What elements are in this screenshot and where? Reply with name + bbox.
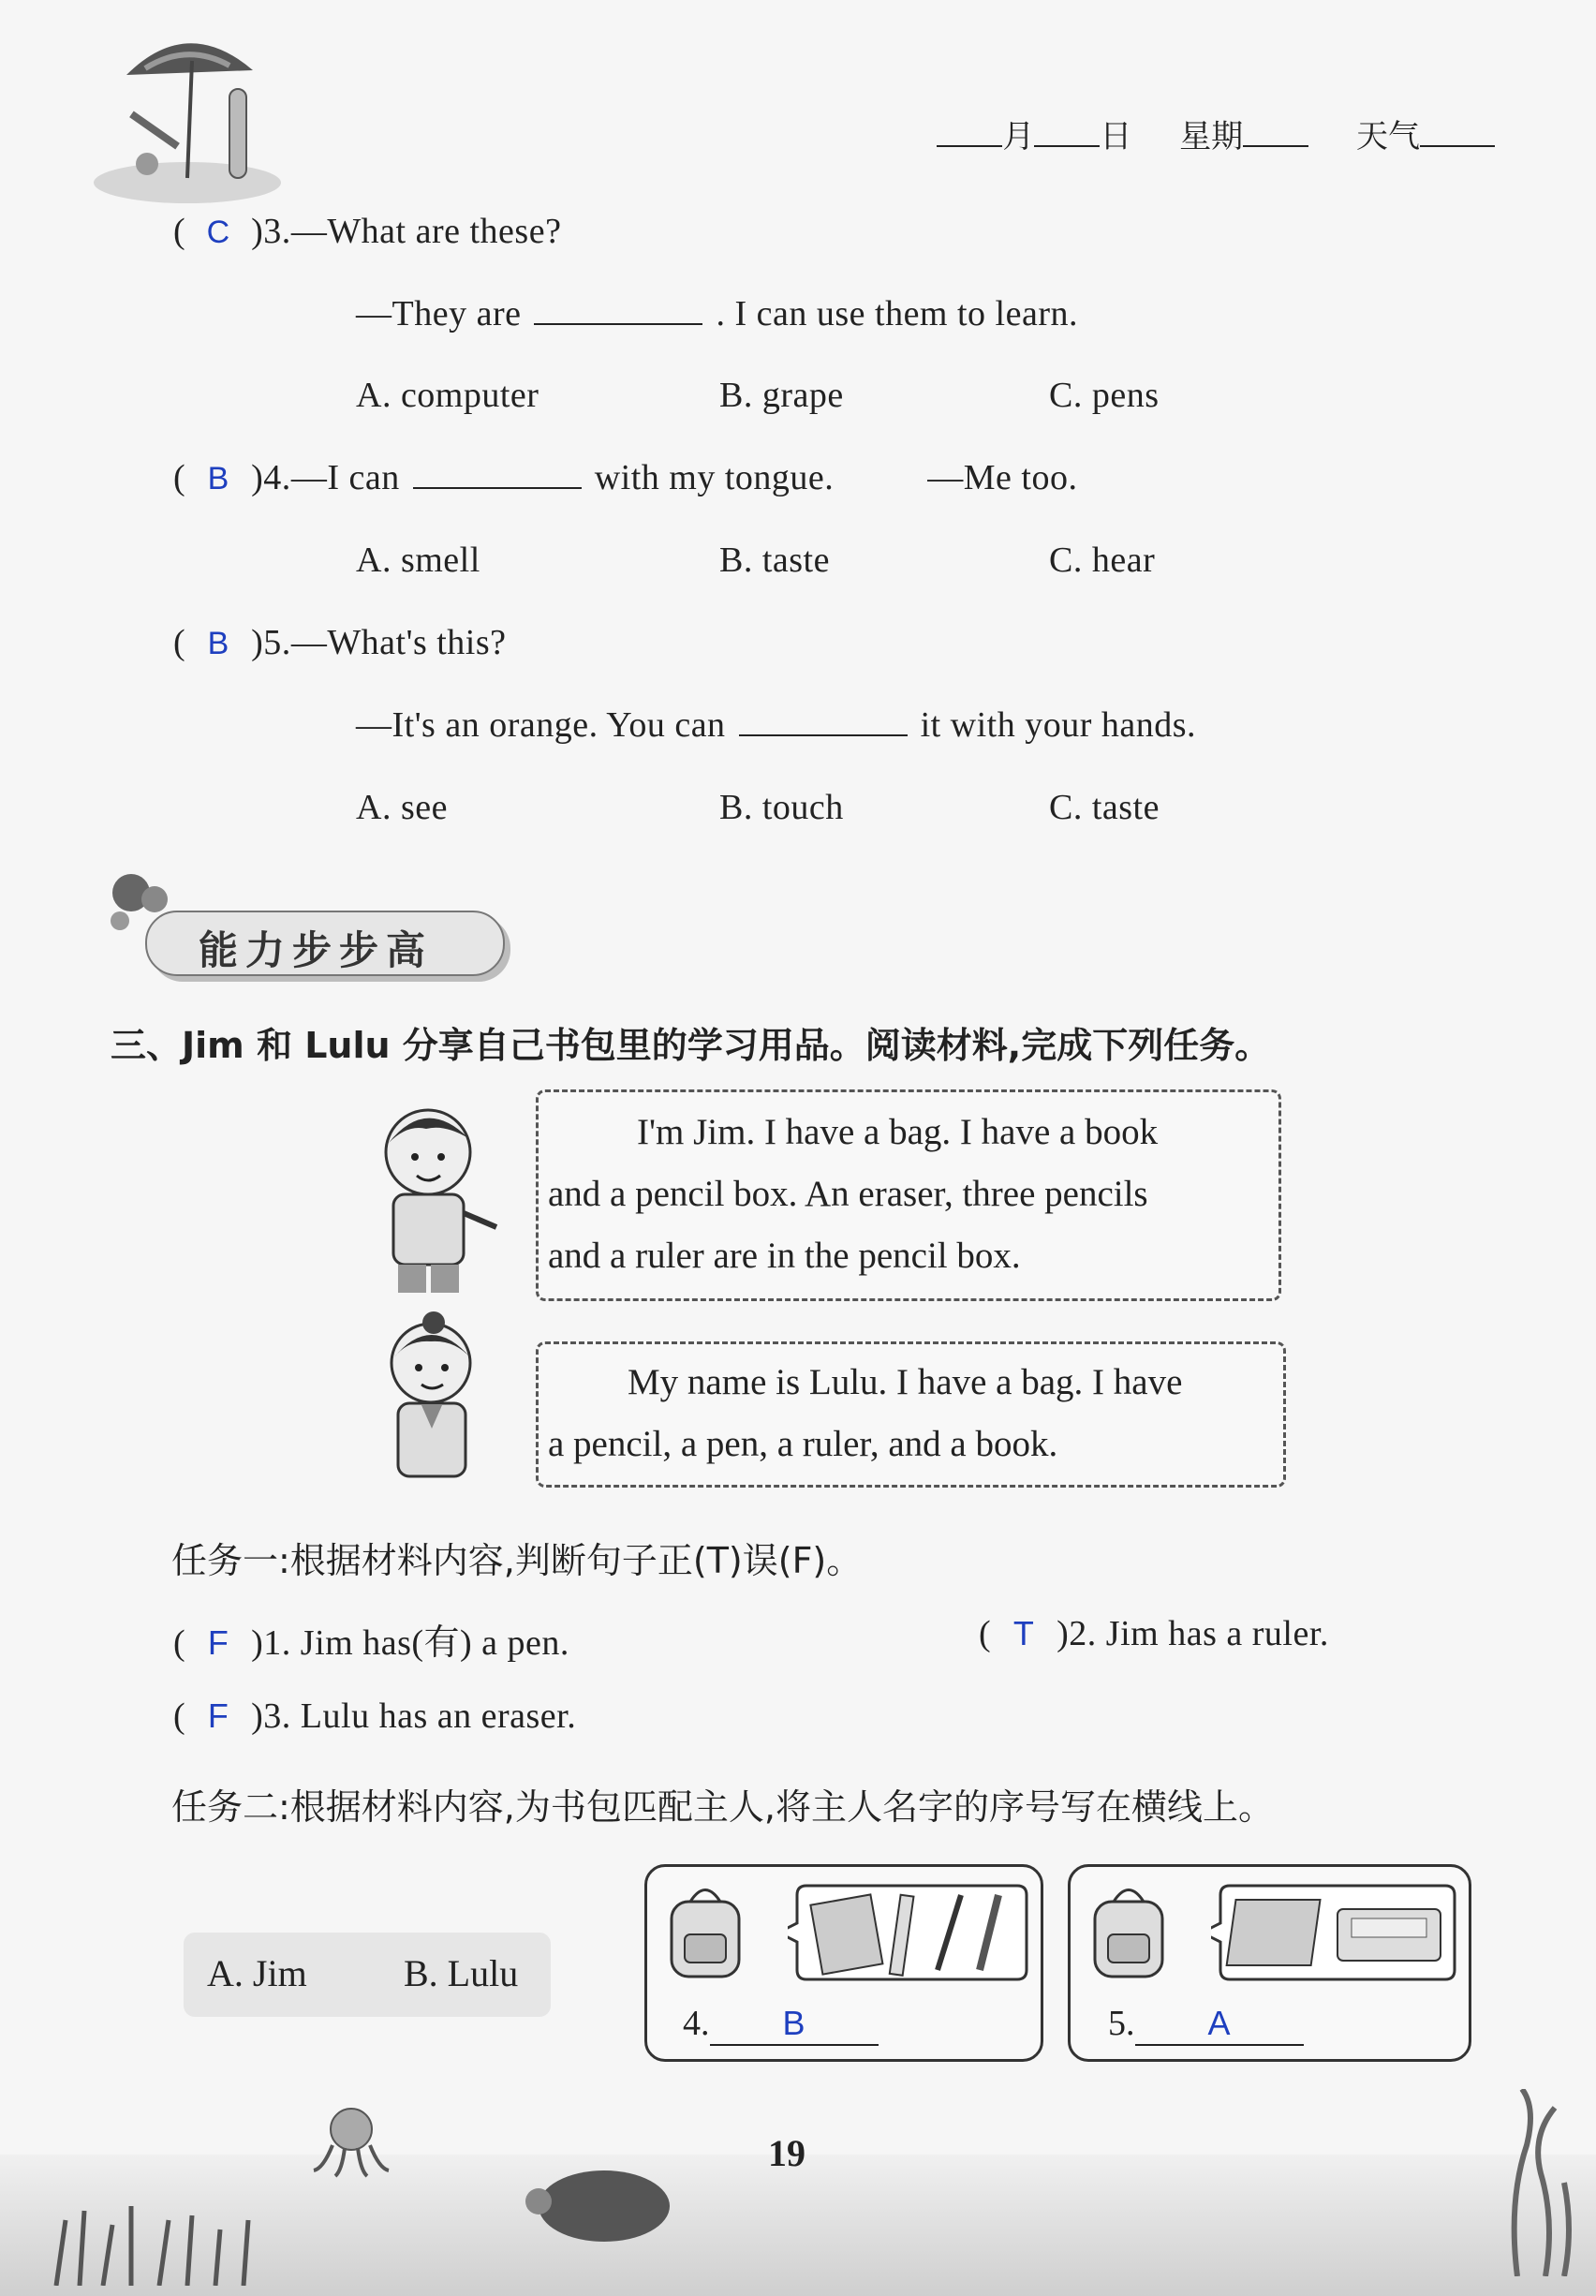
- choice-b: B. Lulu: [404, 1952, 519, 1994]
- bag-4-blank: [710, 2003, 879, 2046]
- task-2-title: 任务二:根据材料内容,为书包匹配主人,将主人名字的序号写在横线上。: [171, 1786, 1274, 1828]
- girl-lulu-illustration: [370, 1311, 501, 1499]
- question-3-stem: ( C )3.—What are these?: [173, 212, 562, 251]
- section-banner: [145, 911, 505, 976]
- answer-mark: T: [1012, 1614, 1035, 1652]
- question-4-option-b: B. taste: [719, 541, 830, 580]
- question-text: —They are: [356, 294, 522, 333]
- question-5-line2: [356, 704, 1196, 746]
- question-3-option-a: A. computer: [356, 376, 539, 415]
- bag-4-answer: B: [782, 2004, 805, 2042]
- book-and-pencil-box-icon: [1211, 1876, 1459, 1989]
- answer-mark: B: [207, 626, 229, 661]
- jim-line-3: and a ruler are in the pencil box.: [548, 1236, 1021, 1276]
- owner-choices: [184, 1933, 551, 2017]
- bag-4-card: [644, 1864, 1043, 2062]
- question-3-option-c: C. pens: [1049, 376, 1160, 415]
- seaweed-icon: [1499, 2089, 1583, 2276]
- question-5-option-b: B. touch: [719, 788, 844, 827]
- question-text: —What are these?: [290, 212, 562, 251]
- octopus-icon: [309, 2103, 393, 2178]
- bag-5-label: 5.: [1108, 2004, 1135, 2043]
- question-5-stem: ( B )5.—What's this?: [173, 623, 507, 662]
- bag-5-fill: [1108, 2003, 1304, 2046]
- question-4-stem: ( B )4.—I can with my tongue. —Me too.: [173, 458, 1078, 497]
- question-text: —I can: [290, 458, 400, 497]
- answer-mark: C: [206, 215, 230, 250]
- question-text: —Me too.: [927, 458, 1078, 497]
- section-3-instruction: 三、Jim 和 Lulu 分享自己书包里的学习用品。阅读材料,完成下列任务。: [111, 1025, 1271, 1066]
- question-3-option-b: B. grape: [719, 376, 844, 415]
- date-header: [937, 111, 1495, 156]
- answer-mark: B: [207, 461, 229, 496]
- boy-jim-illustration: [370, 1101, 501, 1297]
- answer-blank: [413, 459, 582, 489]
- page-number: 19: [768, 2132, 805, 2174]
- task-1-item-3: ( F )3. Lulu has an eraser.: [173, 1696, 577, 1736]
- task-1-item-1: ( F )1. Jim has(有) a pen.: [173, 1623, 569, 1663]
- bag-4-label: 4.: [683, 2004, 710, 2043]
- question-5-option-c: C. taste: [1049, 788, 1160, 827]
- question-number: )3.: [251, 212, 291, 251]
- question-number: )4.: [251, 458, 291, 497]
- question-text: . I can use them to learn.: [716, 294, 1078, 333]
- answer-blank: [739, 706, 908, 736]
- lulu-line-2: a pencil, a pen, a ruler, and a book.: [548, 1424, 1058, 1464]
- answer-mark: F: [207, 1623, 229, 1662]
- day-label: 日: [1100, 118, 1132, 156]
- question-text: —What's this?: [290, 623, 507, 662]
- bag-5-blank: [1135, 2003, 1304, 2046]
- task-1-item-2: ( T )2. Jim has a ruler.: [979, 1614, 1329, 1653]
- question-4-option-c: C. hear: [1049, 541, 1156, 580]
- bag-5-answer: A: [1207, 2004, 1231, 2042]
- coral-icon: [37, 2183, 262, 2286]
- section-title: 能力步步高: [199, 927, 434, 973]
- beach-umbrella-icon: [89, 23, 286, 206]
- backpack-icon: [1078, 1878, 1181, 1981]
- bag-4-fill: [683, 2003, 879, 2046]
- jim-line-1: I'm Jim. I have a bag. I have a book: [637, 1112, 1159, 1152]
- answer-mark: F: [207, 1696, 229, 1735]
- bag-5-card: [1068, 1864, 1471, 2062]
- answer-blank: [534, 295, 702, 325]
- weekday-label: 星期: [1179, 118, 1244, 156]
- school-supplies-icon: [788, 1876, 1031, 1989]
- lulu-line-1: My name is Lulu. I have a bag. I have: [628, 1362, 1183, 1402]
- question-text: it with your hands.: [920, 705, 1197, 745]
- backpack-icon: [655, 1878, 758, 1981]
- jim-line-2: and a pencil box. An eraser, three pencils: [548, 1174, 1148, 1214]
- lulu-speech-bubble: [536, 1341, 1286, 1488]
- question-3-line2: [356, 293, 1078, 334]
- question-text: )2. Jim has a ruler.: [1057, 1614, 1329, 1653]
- task-1-title: 任务一:根据材料内容,判断句子正(T)误(F)。: [171, 1540, 863, 1581]
- question-text: —It's an orange. You can: [356, 705, 726, 745]
- choice-a: A. Jim: [207, 1952, 307, 1994]
- turtle-icon: [525, 2155, 684, 2244]
- question-text: )3. Lulu has an eraser.: [251, 1696, 577, 1736]
- weather-label: 天气: [1356, 118, 1420, 156]
- question-text: )1. Jim has(有) a pen.: [251, 1623, 569, 1663]
- month-label: 月: [1002, 118, 1035, 156]
- question-4-option-a: A. smell: [356, 541, 480, 580]
- question-text: with my tongue.: [594, 458, 835, 497]
- question-number: )5.: [251, 623, 291, 662]
- jim-speech-bubble: [536, 1089, 1281, 1301]
- question-5-option-a: A. see: [356, 788, 448, 827]
